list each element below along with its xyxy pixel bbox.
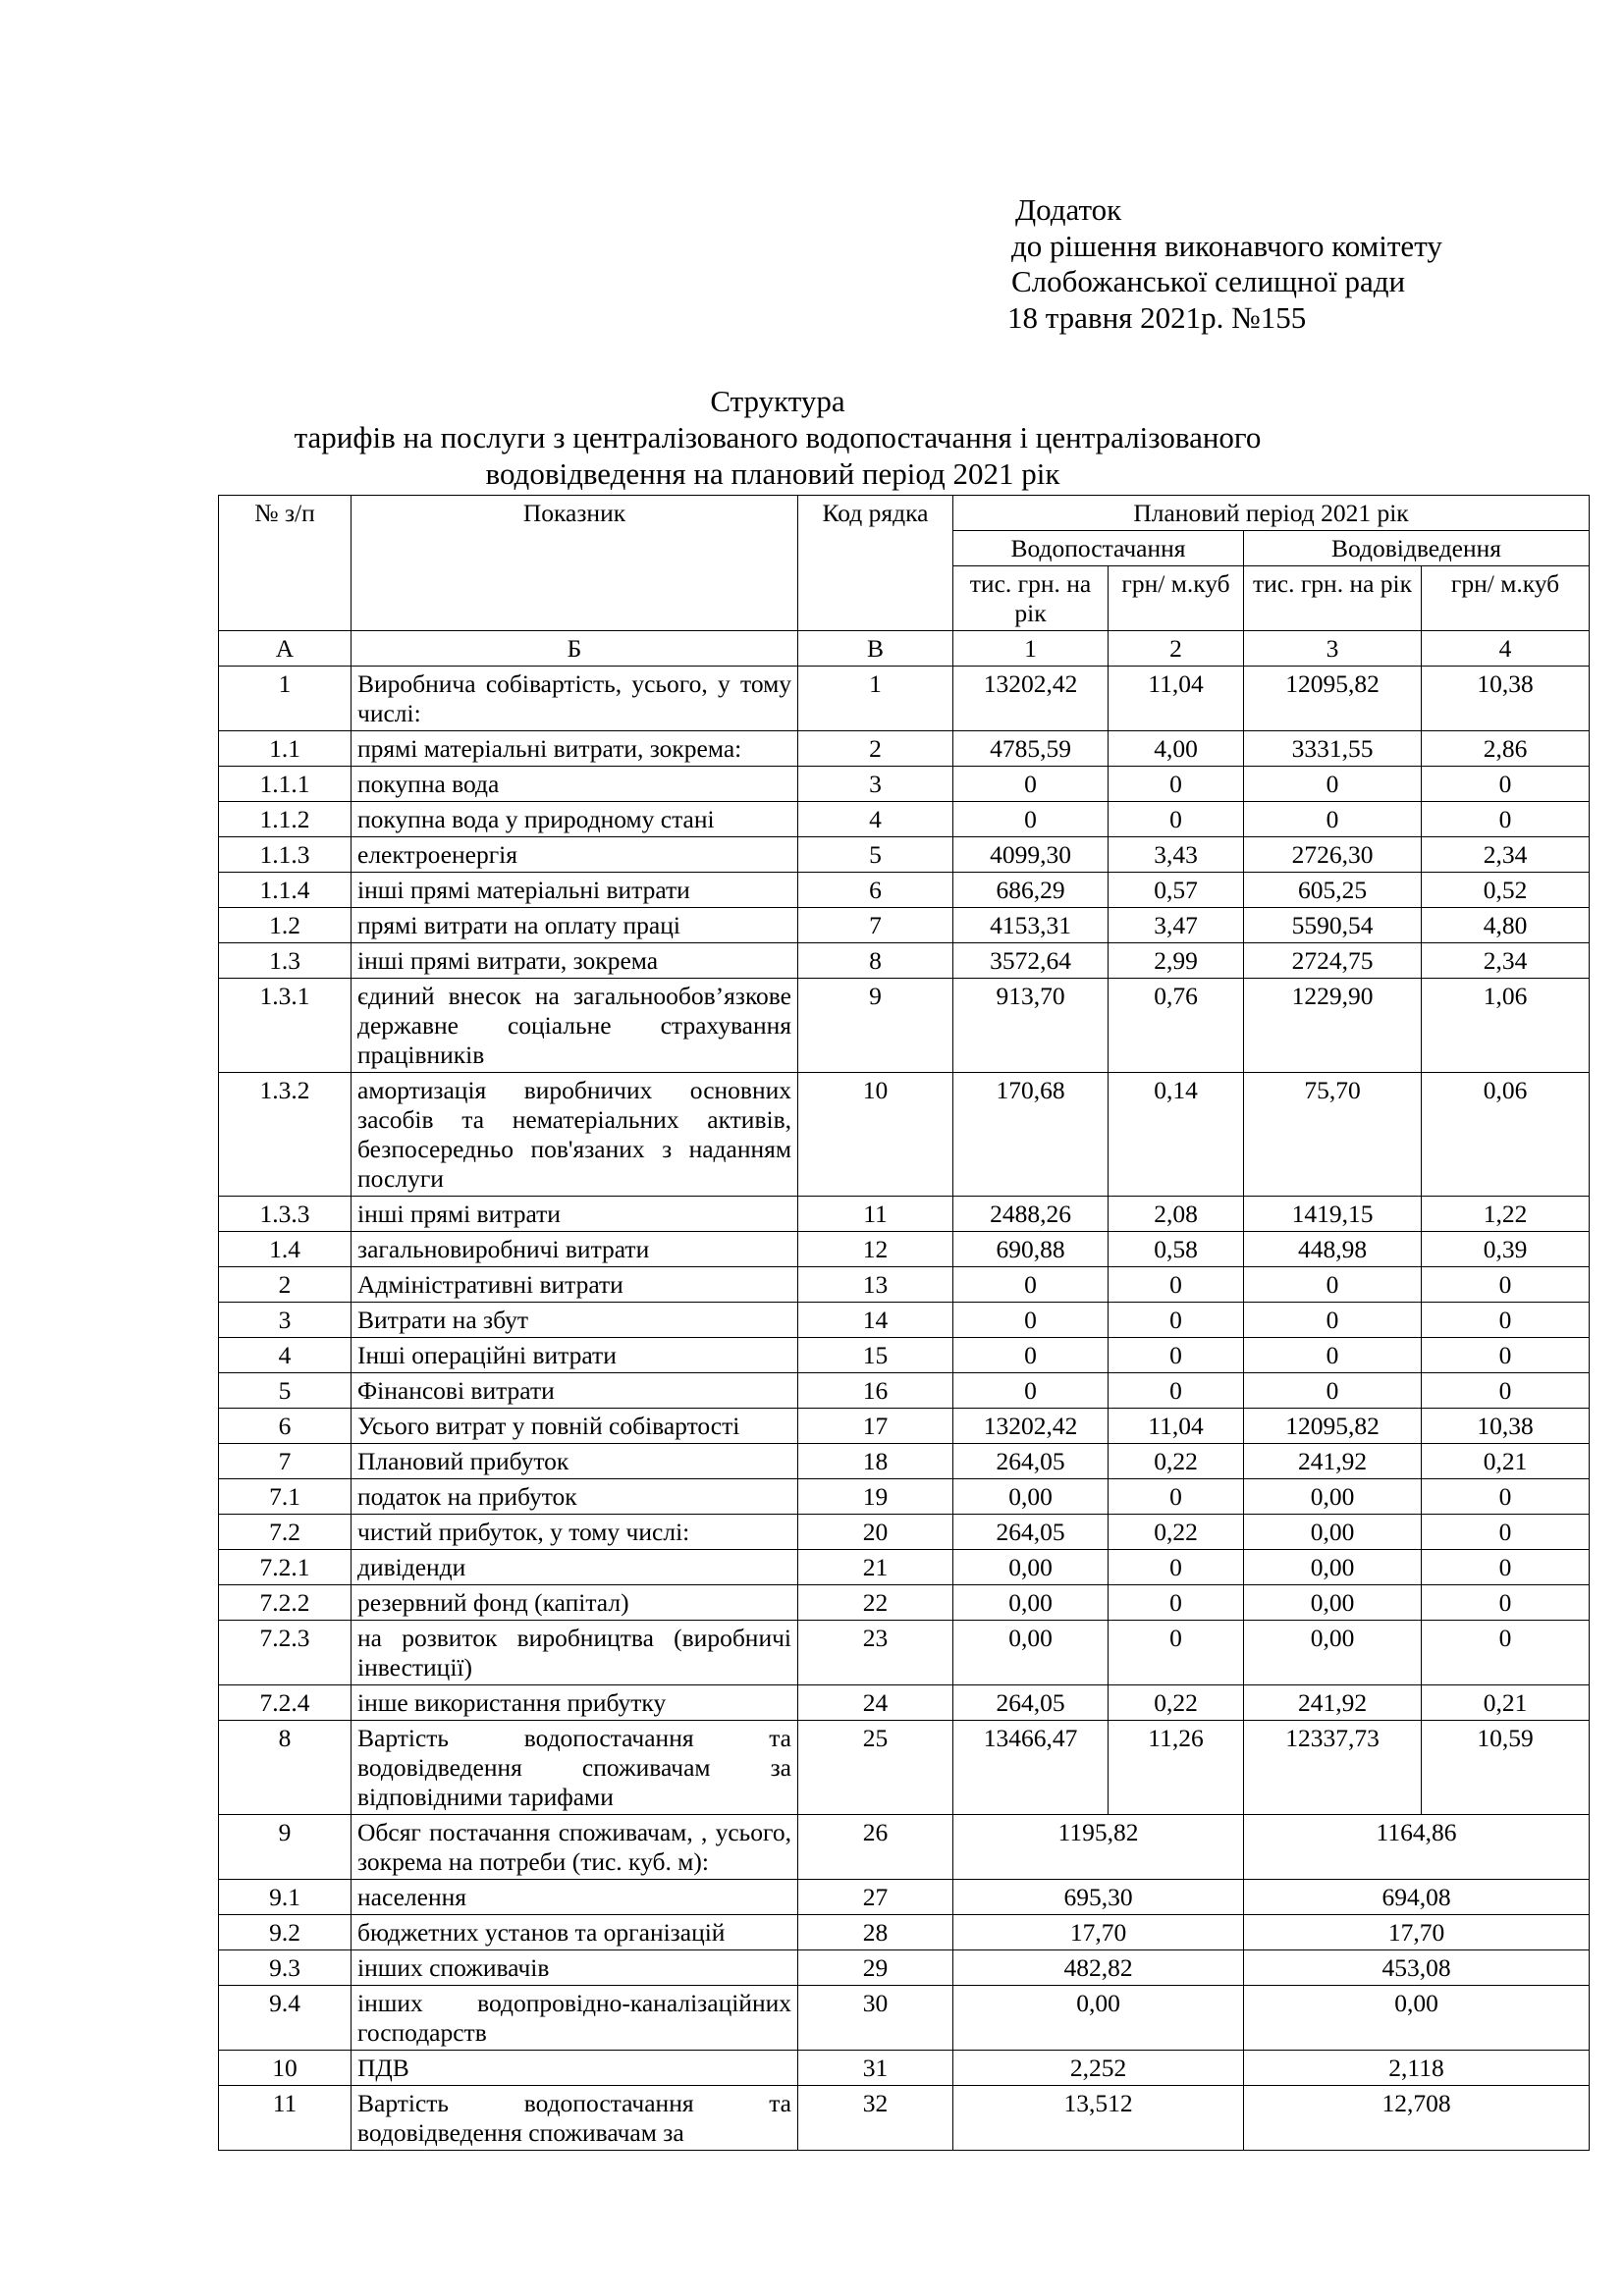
row-indicator: Фінансові витрати [352,1373,798,1409]
row-indicator: загальновиробничі витрати [352,1232,798,1267]
title-line-3: водовідведення на плановий період 2021 рік [485,456,1060,491]
row-number: 7.2.3 [219,1621,352,1685]
row-indicator: інше використання прибутку [352,1685,798,1721]
row-indicator: Інші операційні витрати [352,1338,798,1373]
row-code: 27 [798,1880,953,1915]
row-ws-thous: 0,00 [953,1550,1109,1585]
row-wd-thous: 0 [1244,1267,1422,1303]
row-indicator: Адміністративні витрати [352,1267,798,1303]
row-ws-per: 11,04 [1109,1409,1244,1444]
document-title [0,383,1624,492]
header-col-a: А [219,631,352,667]
row-wd-volume: 2,118 [1244,2051,1590,2086]
row-wd-thous: 0 [1244,1373,1422,1409]
header-period: Плановий період 2021 рік [953,496,1590,531]
row-indicator: чистий прибуток, у тому числі: [352,1515,798,1550]
row-code: 17 [798,1409,953,1444]
row-number: 1.1.3 [219,837,352,873]
table-row [219,731,1590,767]
table-row [219,1515,1590,1550]
row-ws-thous: 264,05 [953,1685,1109,1721]
row-number: 10 [219,2051,352,2086]
row-ws-per: 0 [1109,767,1244,802]
appendix-decision: до рішення виконавчого комітету [1011,228,1442,263]
header-col-4: 4 [1422,631,1590,667]
row-number: 1.1.1 [219,767,352,802]
row-code: 3 [798,767,953,802]
row-wd-per: 0 [1422,1303,1590,1338]
row-code: 19 [798,1479,953,1515]
row-indicator: резервний фонд (капітал) [352,1585,798,1621]
row-number: 7.2 [219,1515,352,1550]
row-ws-thous: 686,29 [953,873,1109,908]
row-number: 7 [219,1444,352,1479]
row-wd-thous: 5590,54 [1244,908,1422,943]
row-wd-per: 0 [1422,1621,1590,1685]
row-indicator: Витрати на збут [352,1303,798,1338]
table-row [219,1880,1590,1915]
row-wd-thous: 2724,75 [1244,943,1422,979]
row-code: 18 [798,1444,953,1479]
row-indicator: інших споживачів [352,1950,798,1986]
row-indicator: інших водопровідно-каналізаційних господарств [352,1986,798,2051]
row-wd-thous: 0 [1244,1303,1422,1338]
row-number: 1.4 [219,1232,352,1267]
row-code: 15 [798,1338,953,1373]
row-ws-thous: 690,88 [953,1232,1109,1267]
row-wd-thous: 2726,30 [1244,837,1422,873]
row-wd-per: 1,22 [1422,1197,1590,1232]
row-indicator: населення [352,1880,798,1915]
row-wd-thous: 12337,73 [1244,1721,1422,1815]
row-indicator: Вартість водопостачання та водовідведення споживачам за відповідними тарифами [352,1721,798,1815]
row-number: 6 [219,1409,352,1444]
row-ws-volume: 482,82 [953,1950,1244,1986]
row-code: 10 [798,1073,953,1197]
header-water-supply: Водопостачання [953,531,1244,566]
row-wd-volume: 0,00 [1244,1986,1590,2051]
row-wd-per: 10,59 [1422,1721,1590,1815]
row-number: 7.1 [219,1479,352,1515]
row-wd-thous: 12095,82 [1244,1409,1422,1444]
row-code: 8 [798,943,953,979]
row-indicator: покупна вода [352,767,798,802]
appendix-council: Слобожанської селищної ради [1011,264,1406,298]
row-number: 7.2.2 [219,1585,352,1621]
table-row [219,1303,1590,1338]
table-row [219,1338,1590,1373]
row-indicator: Вартість водопостачання та водовідведення споживачам за [352,2086,798,2151]
row-ws-thous: 0 [953,1338,1109,1373]
row-ws-per: 0,22 [1109,1515,1244,1550]
table-row [219,2086,1590,2151]
row-wd-volume: 12,708 [1244,2086,1590,2151]
row-number: 4 [219,1338,352,1373]
row-wd-per: 2,34 [1422,943,1590,979]
table-row [219,1986,1590,2051]
row-code: 12 [798,1232,953,1267]
row-ws-volume: 17,70 [953,1915,1244,1950]
row-indicator: на розвиток виробництва (виробничі інвестиції) [352,1621,798,1685]
row-wd-per: 0 [1422,1267,1590,1303]
row-code: 16 [798,1373,953,1409]
row-indicator: дивіденди [352,1550,798,1585]
row-wd-per: 0,39 [1422,1232,1590,1267]
row-ws-thous: 4099,30 [953,837,1109,873]
row-ws-per: 2,08 [1109,1197,1244,1232]
table-row [219,1621,1590,1685]
tariff-structure-table [218,495,1590,2151]
row-wd-thous: 0,00 [1244,1621,1422,1685]
row-ws-per: 0,22 [1109,1685,1244,1721]
row-code: 2 [798,731,953,767]
row-ws-volume: 695,30 [953,1880,1244,1915]
row-wd-volume: 1164,86 [1244,1815,1590,1880]
row-number: 1.1.2 [219,802,352,837]
row-wd-thous: 0 [1244,802,1422,837]
header-col-v: В [798,631,953,667]
row-indicator: Виробнича собівартість, усього, у тому числі: [352,667,798,731]
row-number: 1 [219,667,352,731]
row-wd-per: 0 [1422,802,1590,837]
row-indicator: покупна вода у природному стані [352,802,798,837]
row-ws-thous: 3572,64 [953,943,1109,979]
row-wd-thous: 1419,15 [1244,1197,1422,1232]
row-ws-per: 0,58 [1109,1232,1244,1267]
row-code: 11 [798,1197,953,1232]
table-row [219,1373,1590,1409]
row-indicator: прямі матеріальні витрати, зокрема: [352,731,798,767]
row-number: 9.1 [219,1880,352,1915]
table-row [219,1232,1590,1267]
table-row [219,1073,1590,1197]
table-row [219,1444,1590,1479]
row-code: 14 [798,1303,953,1338]
row-number: 9 [219,1815,352,1880]
row-ws-thous: 0 [953,767,1109,802]
row-wd-thous: 3331,55 [1244,731,1422,767]
row-wd-per: 0,06 [1422,1073,1590,1197]
header-col-1: 1 [953,631,1109,667]
row-indicator: амортизація виробничих основних засобів та нематеріальних активів, безпосередньо пов'язаних з наданням послуги [352,1073,798,1197]
row-indicator: Обсяг постачання споживачам, , усього, зокрема на потреби (тис. куб. м): [352,1815,798,1880]
row-ws-thous: 0 [953,1373,1109,1409]
row-wd-thous: 0 [1244,767,1422,802]
appendix-block [1007,192,1442,336]
row-code: 9 [798,979,953,1073]
row-ws-thous: 0 [953,1303,1109,1338]
header-wd-per: грн/ м.куб [1422,566,1590,631]
row-wd-thous: 605,25 [1244,873,1422,908]
row-ws-per: 0 [1109,1373,1244,1409]
row-ws-thous: 0,00 [953,1479,1109,1515]
row-code: 5 [798,837,953,873]
table-row [219,667,1590,731]
row-indicator: інші прямі витрати, зокрема [352,943,798,979]
row-wd-volume: 694,08 [1244,1880,1590,1915]
row-wd-per: 10,38 [1422,1409,1590,1444]
row-wd-per: 0 [1422,767,1590,802]
row-wd-per: 0,21 [1422,1444,1590,1479]
row-number: 7.2.4 [219,1685,352,1721]
row-wd-per: 0 [1422,1515,1590,1550]
row-wd-per: 0 [1422,1479,1590,1515]
header-indicator: Показник [352,496,798,631]
table-row [219,1550,1590,1585]
table-row [219,1409,1590,1444]
row-ws-per: 2,99 [1109,943,1244,979]
row-ws-thous: 0 [953,802,1109,837]
table-row [219,1685,1590,1721]
row-indicator: прямі витрати на оплату праці [352,908,798,943]
row-number: 1.1.4 [219,873,352,908]
row-wd-per: 4,80 [1422,908,1590,943]
row-ws-thous: 264,05 [953,1515,1109,1550]
row-ws-per: 0 [1109,1303,1244,1338]
appendix-title: Додаток [1015,192,1122,227]
row-ws-thous: 913,70 [953,979,1109,1073]
row-number: 1.2 [219,908,352,943]
row-code: 24 [798,1685,953,1721]
header-ws-thous: тис. грн. на рік [953,566,1109,631]
row-code: 13 [798,1267,953,1303]
row-code: 25 [798,1721,953,1815]
row-ws-per: 0,14 [1109,1073,1244,1197]
row-ws-thous: 13466,47 [953,1721,1109,1815]
row-ws-thous: 0 [953,1267,1109,1303]
table-row [219,1815,1590,1880]
table-row [219,1950,1590,1986]
row-number: 1.3.3 [219,1197,352,1232]
row-code: 23 [798,1621,953,1685]
row-wd-per: 2,86 [1422,731,1590,767]
header-ws-per: грн/ м.куб [1109,566,1244,631]
header-col-3: 3 [1244,631,1422,667]
row-ws-per: 11,26 [1109,1721,1244,1815]
row-code: 6 [798,873,953,908]
row-ws-thous: 4785,59 [953,731,1109,767]
row-code: 7 [798,908,953,943]
row-wd-per: 0,21 [1422,1685,1590,1721]
row-wd-volume: 17,70 [1244,1915,1590,1950]
row-number: 5 [219,1373,352,1409]
row-code: 32 [798,2086,953,2151]
header-col-2: 2 [1109,631,1244,667]
row-indicator: ПДВ [352,2051,798,2086]
row-ws-thous: 264,05 [953,1444,1109,1479]
row-indicator: інші прямі матеріальні витрати [352,873,798,908]
row-code: 22 [798,1585,953,1621]
row-number: 2 [219,1267,352,1303]
table-row [219,943,1590,979]
row-number: 1.3 [219,943,352,979]
row-ws-per: 0 [1109,1338,1244,1373]
row-indicator: Усього витрат у повній собівартості [352,1409,798,1444]
row-wd-thous: 0 [1244,1338,1422,1373]
row-number: 1.1 [219,731,352,767]
row-wd-thous: 0,00 [1244,1479,1422,1515]
row-indicator: Плановий прибуток [352,1444,798,1479]
row-ws-thous: 170,68 [953,1073,1109,1197]
row-number: 1.3.2 [219,1073,352,1197]
table-row [219,837,1590,873]
row-wd-per: 10,38 [1422,667,1590,731]
row-wd-per: 0 [1422,1585,1590,1621]
row-ws-per: 3,47 [1109,908,1244,943]
header-water-drain: Водовідведення [1244,531,1590,566]
row-ws-per: 0,22 [1109,1444,1244,1479]
appendix-date: 18 травня 2021р. №155 [1007,299,1307,335]
row-number: 11 [219,2086,352,2151]
row-number: 3 [219,1303,352,1338]
row-ws-thous: 0,00 [953,1585,1109,1621]
row-number: 9.3 [219,1950,352,1986]
row-wd-per: 0 [1422,1338,1590,1373]
row-ws-thous: 4153,31 [953,908,1109,943]
row-code: 28 [798,1915,953,1950]
row-wd-thous: 75,70 [1244,1073,1422,1197]
header-letters-row [219,631,1590,667]
row-ws-thous: 13202,42 [953,667,1109,731]
row-wd-per: 1,06 [1422,979,1590,1073]
row-indicator: податок на прибуток [352,1479,798,1515]
table-row [219,1197,1590,1232]
title-line-1: Структура [710,384,845,418]
header-col-b: Б [352,631,798,667]
row-wd-thous: 0,00 [1244,1585,1422,1621]
row-wd-thous: 241,92 [1244,1685,1422,1721]
table-row [219,1585,1590,1621]
row-ws-per: 11,04 [1109,667,1244,731]
row-number: 9.4 [219,1986,352,2051]
row-ws-per: 0 [1109,1267,1244,1303]
row-ws-volume: 0,00 [953,1986,1244,2051]
row-wd-thous: 1229,90 [1244,979,1422,1073]
row-ws-per: 0 [1109,1479,1244,1515]
row-wd-per: 0,52 [1422,873,1590,908]
row-code: 21 [798,1550,953,1585]
row-ws-per: 0 [1109,1621,1244,1685]
row-wd-thous: 448,98 [1244,1232,1422,1267]
table-row [219,979,1590,1073]
row-number: 8 [219,1721,352,1815]
header-num: № з/п [219,496,352,631]
title-line-2: тарифів на послуги з централізованого водопостачання і централізованого [294,420,1262,454]
row-code: 31 [798,2051,953,2086]
table-row [219,1721,1590,1815]
row-indicator: інші прямі витрати [352,1197,798,1232]
row-ws-per: 4,00 [1109,731,1244,767]
row-ws-thous: 2488,26 [953,1197,1109,1232]
row-code: 30 [798,1986,953,2051]
row-code: 20 [798,1515,953,1550]
row-code: 26 [798,1815,953,1880]
table-row [219,2051,1590,2086]
row-ws-thous: 13202,42 [953,1409,1109,1444]
row-indicator: бюджетних установ та організацій [352,1915,798,1950]
row-number: 7.2.1 [219,1550,352,1585]
row-indicator: електроенергія [352,837,798,873]
table-row [219,908,1590,943]
table-row [219,1479,1590,1515]
row-wd-thous: 0,00 [1244,1515,1422,1550]
header-code: Код рядка [798,496,953,631]
row-wd-volume: 453,08 [1244,1950,1590,1986]
row-code: 1 [798,667,953,731]
table-row [219,802,1590,837]
row-ws-per: 0,57 [1109,873,1244,908]
row-wd-thous: 12095,82 [1244,667,1422,731]
table-row [219,873,1590,908]
row-ws-per: 0,76 [1109,979,1244,1073]
row-wd-per: 0 [1422,1550,1590,1585]
row-ws-per: 3,43 [1109,837,1244,873]
row-code: 4 [798,802,953,837]
row-ws-per: 0 [1109,1585,1244,1621]
row-wd-per: 0 [1422,1373,1590,1409]
row-code: 29 [798,1950,953,1986]
row-number: 9.2 [219,1915,352,1950]
row-wd-thous: 241,92 [1244,1444,1422,1479]
header-wd-thous: тис. грн. на рік [1244,566,1422,631]
row-wd-per: 2,34 [1422,837,1590,873]
table-row [219,1915,1590,1950]
row-indicator: єдиний внесок на загальнообов’язкове державне соціальне страхування працівників [352,979,798,1073]
header-row-1 [219,496,1590,531]
table-row [219,1267,1590,1303]
row-ws-per: 0 [1109,802,1244,837]
row-ws-per: 0 [1109,1550,1244,1585]
table-row [219,767,1590,802]
row-ws-thous: 0,00 [953,1621,1109,1685]
row-ws-volume: 1195,82 [953,1815,1244,1880]
row-wd-thous: 0,00 [1244,1550,1422,1585]
row-ws-volume: 13,512 [953,2086,1244,2151]
row-ws-volume: 2,252 [953,2051,1244,2086]
row-number: 1.3.1 [219,979,352,1073]
